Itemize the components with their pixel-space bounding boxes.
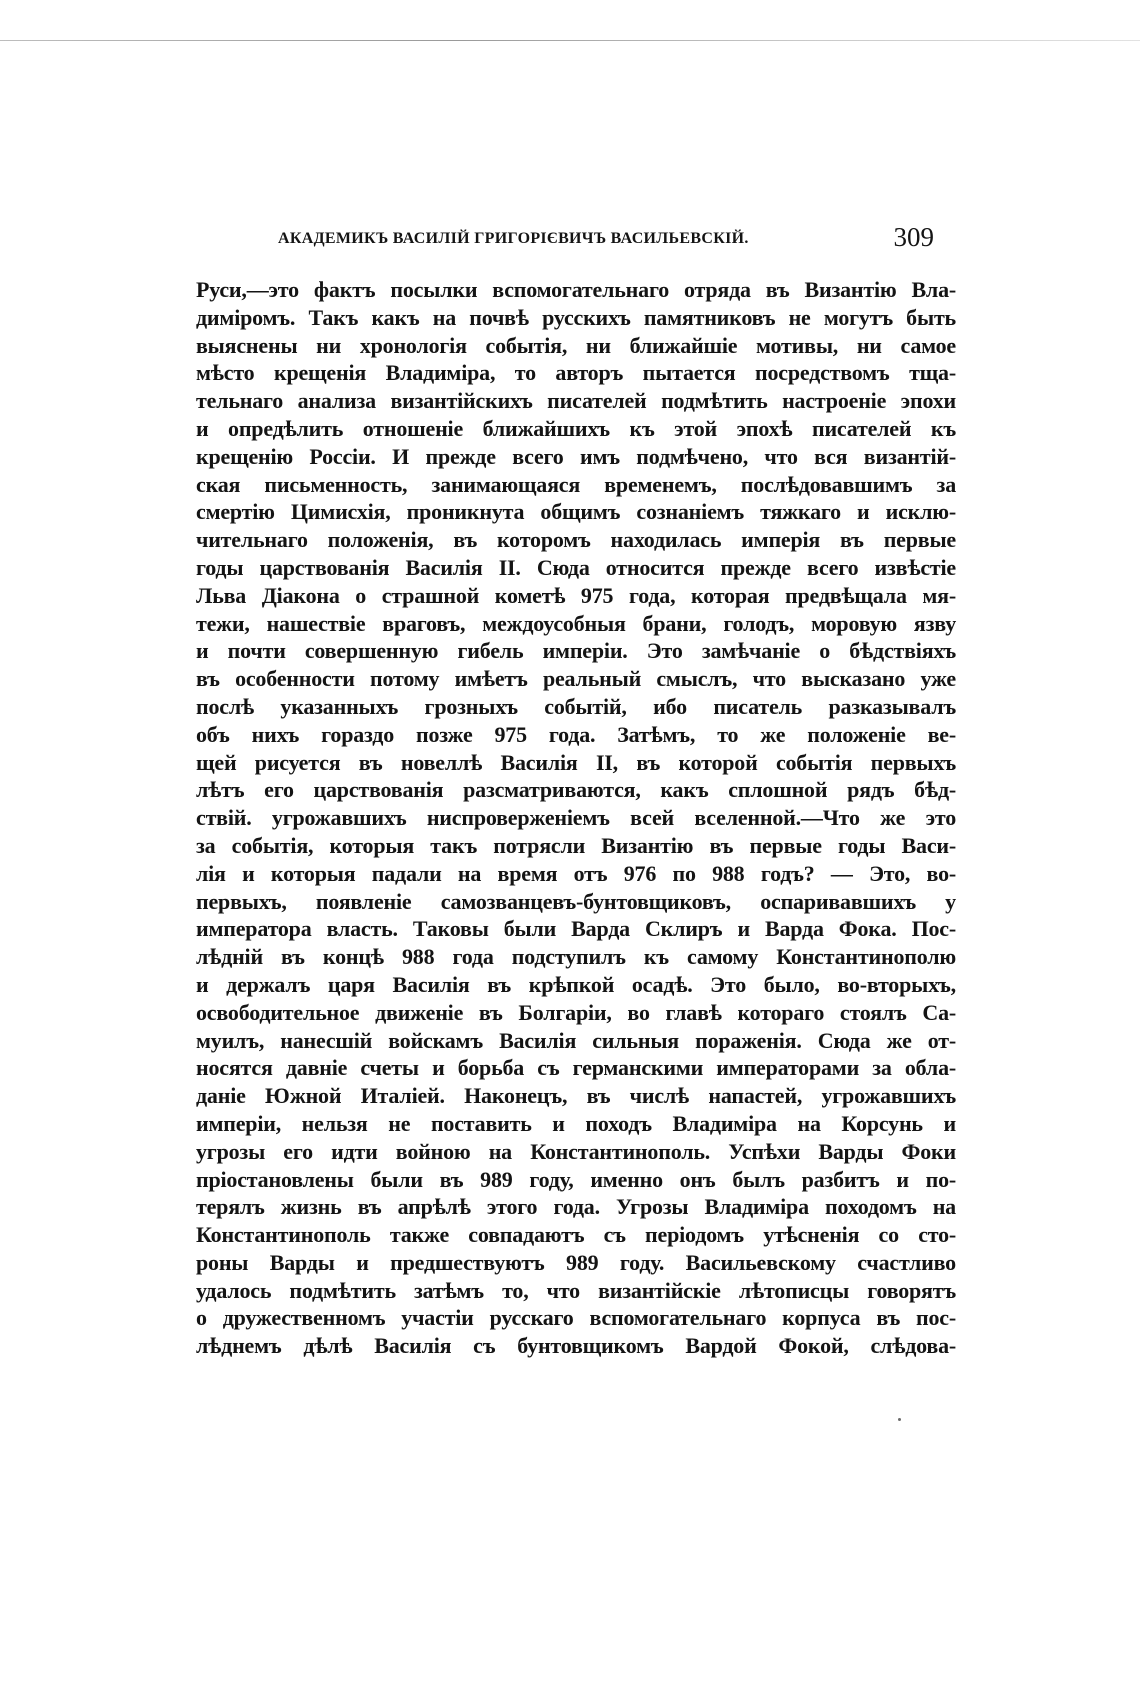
text-line: о дружественномъ участіи русскаго вспомогательнаго корпуса въ пос-	[196, 1305, 956, 1331]
text-line: годы царствованія Василія II. Сюда относится прежде всего извѣстіе	[196, 554, 956, 580]
text-line: тельнаго анализа византійскихъ писателей подмѣтить настроеніе эпохи	[196, 388, 956, 414]
text-line: ская письменность, занимающаяся временемъ, послѣдовавшимъ за	[196, 471, 956, 497]
text-line: первыхъ, появленіе самозванцевъ-бунтовщиковъ, оспаривавшихъ у	[196, 888, 956, 914]
text-line: носятся давніе счеты и борьба съ германскими императорами за обла-	[196, 1055, 956, 1081]
text-line: послѣ указанныхъ грозныхъ событій, ибо писатель разказывалъ	[196, 693, 956, 719]
text-line: смертію Цимисхія, проникнута общимъ сознаніемъ тяжкаго и исклю-	[196, 499, 956, 525]
text-line: удалось подмѣтить затѣмъ то, что византійскіе лѣтописцы говорятъ	[196, 1277, 956, 1303]
body-text	[196, 276, 956, 1360]
scan-top-edge	[0, 40, 1140, 41]
text-line: угрозы его идти войною на Константинополь. Успѣхи Варды Фоки	[196, 1138, 956, 1164]
text-line: крещенію Россіи. И прежде всего имъ подмѣчено, что вся византій-	[196, 443, 956, 469]
text-line: муилъ, нанесшій войскамъ Василія сильныя пораженія. Сюда же от-	[196, 1027, 956, 1053]
text-line: пріостановлены были въ 989 году, именно онъ былъ разбитъ и по-	[196, 1166, 956, 1192]
text-line: императора власть. Таковы были Варда Склиръ и Варда Фока. Пос-	[196, 916, 956, 942]
text-line: лія и которыя падали на время отъ 976 по 988 годъ? — Это, во-	[196, 860, 956, 886]
text-line: и держалъ царя Василія въ крѣпкой осадѣ. Это было, во-вторыхъ,	[196, 971, 956, 997]
book-page	[196, 222, 956, 1360]
text-line: Льва Діакона о страшной кометѣ 975 года, которая предвѣщала мя-	[196, 582, 956, 608]
text-line: за событія, которыя такъ потрясли Византію въ первые годы Васи-	[196, 832, 956, 858]
text-line: Константинополь также совпадаютъ съ періодомъ утѣсненія со сто-	[196, 1222, 956, 1248]
text-line: въ особенности потому имѣетъ реальный смыслъ, что высказано уже	[196, 666, 956, 692]
running-title: АКАДЕМИКЪ ВАСИЛІЙ ГРИГОРІЄВИЧЪ ВАСИЛЬЕВСКІЙ.	[278, 230, 749, 247]
text-line: ствій. угрожавшихъ ниспроверженіемъ всей вселенной.—Что же это	[196, 805, 956, 831]
page-number: 309	[893, 222, 934, 252]
text-line: щей рисуется въ новеллѣ Василія II, въ которой событія первыхъ	[196, 749, 956, 775]
text-line: диміромъ. Такъ какъ на почвѣ русскихъ памятниковъ не могутъ быть	[196, 304, 956, 330]
text-line: терялъ жизнь въ апрѣлѣ этого года. Угрозы Владиміра походомъ на	[196, 1194, 956, 1220]
text-line: тежи, нашествіе враговъ, междоусобныя брани, голодъ, моровую язву	[196, 610, 956, 636]
text-line: и почти совершенную гибель имперіи. Это замѣчаніе о бѣдствіяхъ	[196, 638, 956, 664]
scan-speck	[898, 1418, 901, 1421]
text-line: выяснены ни хронологія событія, ни ближайшіе мотивы, ни самое	[196, 332, 956, 358]
text-line: лѣдній въ концѣ 988 года подступилъ къ самому Константинополю	[196, 944, 956, 970]
text-line: лѣднемъ дѣлѣ Василія съ бунтовщикомъ Вардой Фокой, слѣдова-	[196, 1333, 956, 1359]
text-line: освободительное движеніе въ Болгаріи, во главѣ котораго стоялъ Са-	[196, 999, 956, 1025]
text-line: лѣтъ его царствованія разсматриваются, какъ сплошной рядъ бѣд-	[196, 777, 956, 803]
text-line: мѣсто крещенія Владиміра, то авторъ пытается посредствомъ тща-	[196, 360, 956, 386]
text-line: имперіи, нельзя не поставить и походъ Владиміра на Корсунь и	[196, 1110, 956, 1136]
text-line: даніе Южной Италіей. Наконецъ, въ числѣ напастей, угрожавшихъ	[196, 1083, 956, 1109]
text-line: Руси,—это фактъ посылки вспомогательнаго отряда въ Византію Вла-	[196, 277, 956, 302]
text-line: чительнаго положенія, въ которомъ находилась имперія въ первые	[196, 527, 956, 553]
running-head	[196, 222, 956, 256]
text-line: роны Варды и предшествуютъ 989 году. Васильевскому счастливо	[196, 1249, 956, 1275]
text-line: объ нихъ гораздо позже 975 года. Затѣмъ, то же положеніе ве-	[196, 721, 956, 747]
text-line: и опредѣлить отношеніе ближайшихъ къ этой эпохѣ писателей къ	[196, 415, 956, 441]
